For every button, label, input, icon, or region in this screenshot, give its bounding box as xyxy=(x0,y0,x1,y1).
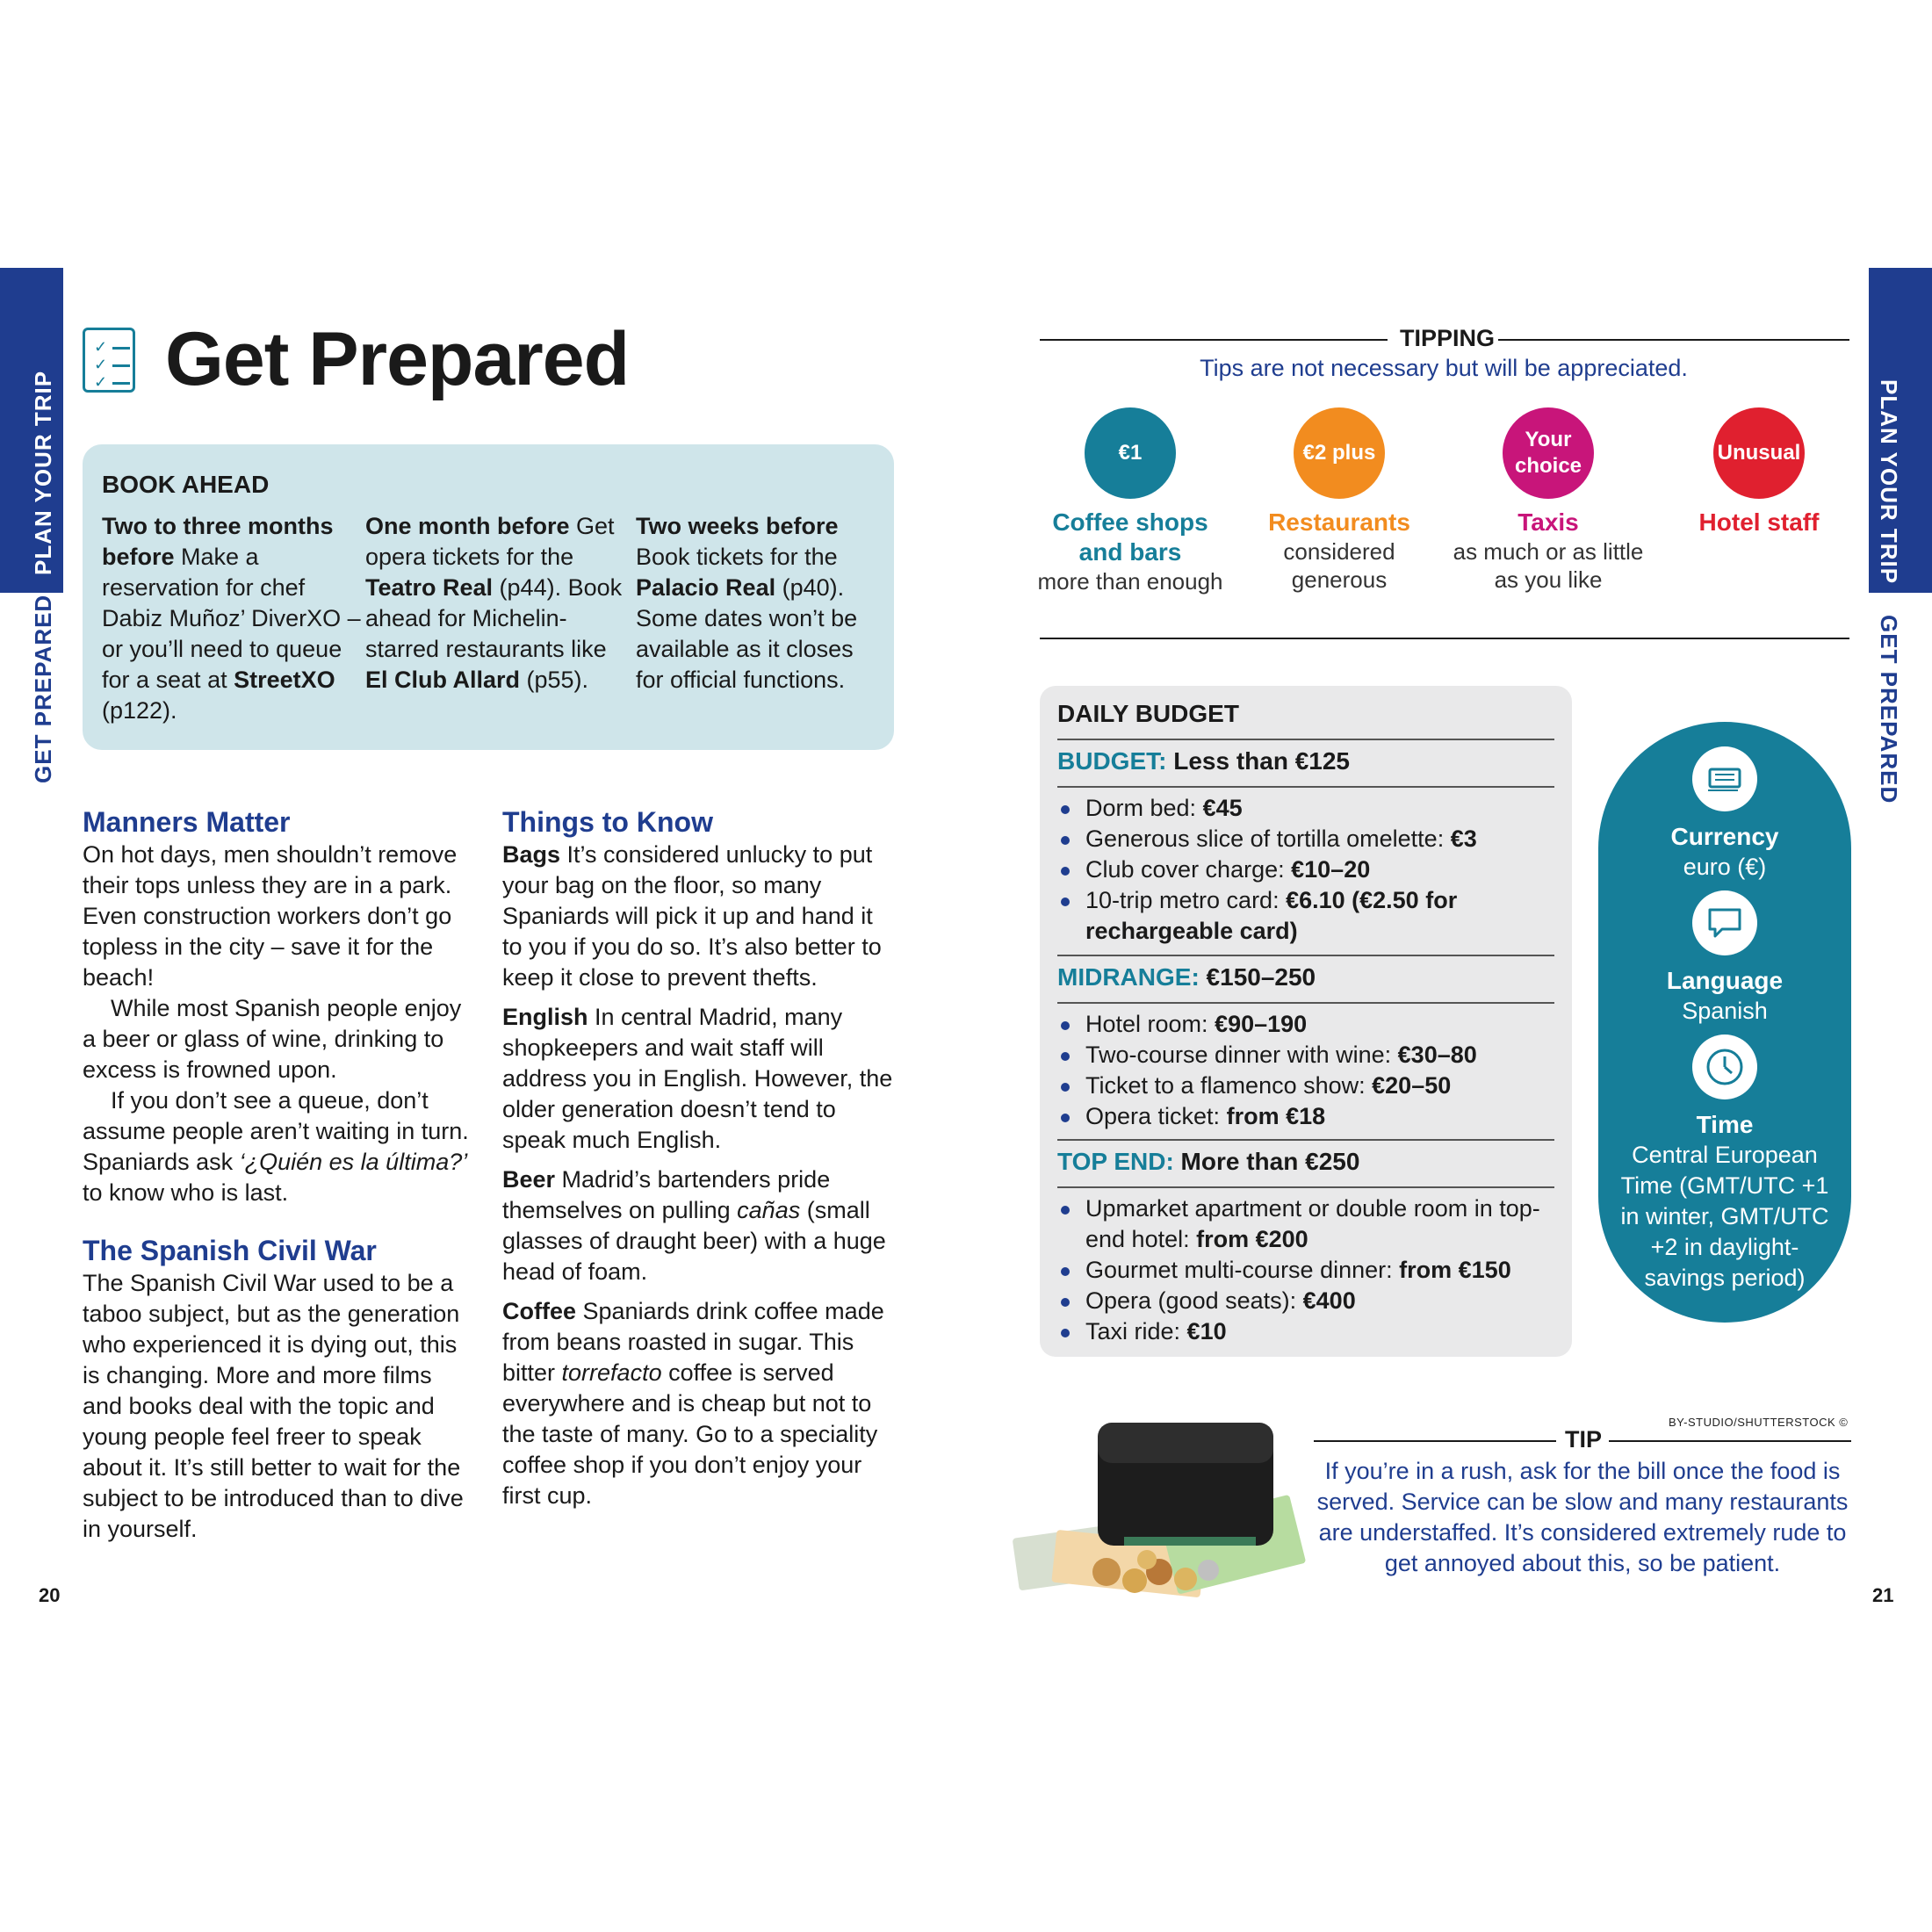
book-ahead-col-2 xyxy=(365,511,629,696)
tip-desc-restaurants: considered generous xyxy=(1283,538,1395,593)
tipping-subtitle: Tips are not necessary but will be appreciated. xyxy=(1200,355,1688,381)
col2-text-end: (p55). xyxy=(520,667,589,693)
top-end-val: More than €250 xyxy=(1173,1148,1360,1175)
manners-p3-end: to know who is last. xyxy=(83,1179,289,1206)
midrange-key: MIDRANGE: xyxy=(1057,963,1200,991)
budget-list-midrange xyxy=(1057,1009,1554,1132)
beer-text: Madrid’s bartenders pride themselves on pulling xyxy=(502,1166,831,1223)
col1-bold: StreetXO xyxy=(234,667,335,693)
col1-text-end: (p122). xyxy=(102,697,177,724)
things-beer xyxy=(502,1164,898,1287)
budget-val: Less than €125 xyxy=(1166,747,1351,775)
english-lead: English xyxy=(502,1004,588,1030)
col2-lead: One month before xyxy=(365,513,570,539)
item-price: €45 xyxy=(1202,795,1243,821)
budget-tier-midrange xyxy=(1057,963,1316,991)
item-text: Two-course dinner with wine: xyxy=(1085,1042,1398,1068)
manners-p2: While most Spanish people enjoy a beer or glass of wine, drinking to excess is frowned upon. xyxy=(83,995,462,1083)
col3-text: Book tickets for the xyxy=(636,544,838,570)
side-section-label-left: PLAN YOUR TRIP xyxy=(30,370,56,575)
english-text: In central Madrid, many shopkeepers and wait staff will address you in English. However, the older generation doesn’t tend to speak much English. xyxy=(502,1004,893,1153)
photo-credit: BY-STUDIO/SHUTTERSTOCK © xyxy=(1669,1416,1849,1429)
item-price: €10 xyxy=(1186,1318,1227,1344)
col1-lead: Two to three months before xyxy=(102,513,334,570)
tip-label-coffee: Coffee shops and bars xyxy=(1052,508,1208,566)
tip-heading: TIP xyxy=(1565,1426,1603,1453)
book-ahead-heading: BOOK AHEAD xyxy=(102,471,270,498)
list-item xyxy=(1057,1286,1554,1316)
list-item xyxy=(1057,824,1554,854)
tip-amount-hotel: Unusual xyxy=(1713,407,1805,499)
book-ahead-box xyxy=(83,444,894,750)
list-item xyxy=(1057,1071,1554,1101)
list-item xyxy=(1057,1101,1554,1132)
coffee-lead: Coffee xyxy=(502,1298,577,1324)
time-info xyxy=(1598,1034,1851,1294)
info-pill xyxy=(1598,722,1851,1323)
budget-rule xyxy=(1057,1002,1554,1004)
side-chapter-label-left: GET PREPARED xyxy=(30,594,56,783)
item-price: €30–80 xyxy=(1397,1042,1477,1068)
col2-bold-2: El Club Allard xyxy=(365,667,521,693)
side-chapter-label-right: GET PREPARED xyxy=(1876,615,1902,804)
manners-heading: Manners Matter xyxy=(83,806,291,838)
tip-amount-coffee: €1 xyxy=(1085,407,1176,499)
speech-bubble-icon xyxy=(1692,890,1757,955)
midrange-val: €150–250 xyxy=(1199,963,1316,991)
language-info xyxy=(1598,890,1851,1027)
tip-item-hotel xyxy=(1658,407,1860,537)
manners-p3-italic: ‘¿Quién es la última?’ xyxy=(239,1149,468,1175)
tip-item-restaurants xyxy=(1238,407,1440,594)
tip-rule-right xyxy=(1609,1440,1851,1442)
item-text: Club cover charge: xyxy=(1085,856,1292,883)
tip-amount-taxis: Your choice xyxy=(1503,407,1594,499)
beer-lead: Beer xyxy=(502,1166,556,1193)
things-heading: Things to Know xyxy=(502,806,713,838)
bags-lead: Bags xyxy=(502,841,561,868)
col3-lead: Two weeks before xyxy=(636,513,839,539)
item-text: Upmarket apartment or double room in top-end hotel: xyxy=(1085,1195,1540,1252)
item-text: Hotel room: xyxy=(1085,1011,1215,1037)
things-bags xyxy=(502,840,898,993)
budget-tier-top-end xyxy=(1057,1148,1359,1176)
budget-rule xyxy=(1057,739,1554,740)
currency-info xyxy=(1598,746,1851,883)
budget-tier-budget xyxy=(1057,747,1350,775)
banknote-icon xyxy=(1692,746,1757,811)
col2-bold: Teatro Real xyxy=(365,574,494,601)
budget-list-budget xyxy=(1057,793,1554,947)
list-item xyxy=(1057,854,1554,885)
item-text: Ticket to a flamenco show: xyxy=(1085,1072,1373,1099)
tipping-rule-bottom xyxy=(1040,638,1849,639)
budget-list-top-end xyxy=(1057,1193,1554,1347)
tip-item-taxis xyxy=(1447,407,1649,594)
language-value: Spanish xyxy=(1682,998,1768,1024)
side-section-label-right: PLAN YOUR TRIP xyxy=(1876,379,1902,585)
list-item xyxy=(1057,1316,1554,1347)
col2-text-mid: (p44). Book ahead for Michelin-starred restaurants like xyxy=(365,574,623,662)
item-price: €3 xyxy=(1450,825,1477,852)
things-section xyxy=(502,804,898,1511)
coffee-text-end: coffee is served everywhere and is cheap but not to the taste of many. Go to a speciality coffee shop if you don’t enjoy your first cup. xyxy=(502,1359,878,1509)
clock-icon xyxy=(1692,1034,1757,1099)
coffee-italic: torrefacto xyxy=(561,1359,662,1386)
item-text: Opera (good seats): xyxy=(1085,1287,1303,1314)
item-price: from €200 xyxy=(1196,1226,1308,1252)
time-label: Time xyxy=(1696,1111,1754,1138)
manners-p3-text: If you don’t see a queue, don’t assume people aren’t waiting in turn. Spaniards ask xyxy=(83,1087,469,1175)
col3-text-end: (p40). Some dates won’t be available as it closes for official functions. xyxy=(636,574,858,693)
tip-label-hotel: Hotel staff xyxy=(1698,508,1820,536)
tipping-rule-right xyxy=(1498,339,1849,341)
list-item xyxy=(1057,793,1554,824)
tip-amount-restaurants: €2 plus xyxy=(1294,407,1385,499)
manners-p3 xyxy=(83,1085,478,1208)
wallet-photo xyxy=(1001,1405,1308,1607)
item-price: €6.10 (€2.50 for rechargeable card) xyxy=(1085,887,1458,944)
bags-text: It’s considered unlucky to put your bag on the floor, so many Spaniards will pick it up and hand it to you if you do so. It’s also better to keep it close to prevent thefts. xyxy=(502,841,882,991)
item-text: 10-trip metro card: xyxy=(1085,887,1287,913)
list-item xyxy=(1057,1009,1554,1040)
tip-rule-left xyxy=(1314,1440,1556,1442)
col2-text: Get opera tickets for the xyxy=(365,513,615,570)
tip-item-coffee xyxy=(1029,407,1231,595)
tip-label-restaurants: Restaurants xyxy=(1268,508,1410,536)
tip-label-taxis: Taxis xyxy=(1517,508,1579,536)
item-price: €10–20 xyxy=(1291,856,1371,883)
checklist-icon: ✓ ✓ ✓ xyxy=(83,328,135,393)
tip-text: If you’re in a rush, ask for the bill once the food is served. Service can be slow and many restaurants are understaffed. It’s considered extremely rude to get annoyed about this, so be patient. xyxy=(1316,1458,1849,1576)
budget-rule xyxy=(1057,1186,1554,1188)
manners-section xyxy=(83,804,478,1545)
time-value: Central European Time (GMT/UTC +1 in winter, GMT/UTC +2 in daylight-savings period) xyxy=(1620,1142,1829,1291)
manners-p1: On hot days, men shouldn’t remove their tops unless they are in a park. Even construction workers don’t go topless in the city – save it for the beach! xyxy=(83,841,458,991)
item-price: €400 xyxy=(1302,1287,1356,1314)
budget-key: BUDGET: xyxy=(1057,747,1167,775)
things-coffee xyxy=(502,1296,898,1511)
tip-desc-coffee: more than enough xyxy=(1037,568,1223,595)
tipping-heading: TIPPING xyxy=(1400,325,1496,351)
budget-heading: DAILY BUDGET xyxy=(1057,700,1239,727)
tipping-rule-left xyxy=(1040,339,1388,341)
item-price: €20–50 xyxy=(1372,1072,1452,1099)
daily-budget-box xyxy=(1040,686,1572,1357)
item-text: Dorm bed: xyxy=(1085,795,1203,821)
col3-bold: Palacio Real xyxy=(636,574,776,601)
budget-rule xyxy=(1057,1139,1554,1141)
book-ahead-col-1 xyxy=(102,511,365,726)
budget-rule xyxy=(1057,786,1554,788)
page-number-right: 21 xyxy=(1872,1584,1894,1606)
beer-italic: cañas xyxy=(737,1197,801,1223)
item-price: from €150 xyxy=(1399,1257,1511,1283)
item-price: from €18 xyxy=(1226,1103,1326,1129)
list-item xyxy=(1057,1040,1554,1071)
item-text: Generous slice of tortilla omelette: xyxy=(1085,825,1451,852)
coffee-text: Spaniards drink coffee made from beans roasted in sugar. This bitter xyxy=(502,1298,884,1386)
things-english xyxy=(502,1002,898,1156)
tip-desc-taxis: as much or as little as you like xyxy=(1453,538,1644,593)
page-title: Get Prepared xyxy=(165,317,630,401)
page-number-left: 20 xyxy=(39,1584,61,1606)
civil-war-heading: The Spanish Civil War xyxy=(83,1235,377,1266)
list-item xyxy=(1057,1193,1554,1255)
language-label: Language xyxy=(1666,967,1784,994)
book-ahead-col-3 xyxy=(636,511,882,696)
item-text: Taxi ride: xyxy=(1085,1318,1187,1344)
item-text: Gourmet multi-course dinner: xyxy=(1085,1257,1400,1283)
item-text: Opera ticket: xyxy=(1085,1103,1227,1129)
budget-rule xyxy=(1057,955,1554,956)
top-end-key: TOP END: xyxy=(1057,1148,1174,1175)
list-item xyxy=(1057,1255,1554,1286)
col1-text: Make a reservation for chef Dabiz Muñoz’ DiverXO – or you’ll need to queue for a seat at xyxy=(102,544,361,693)
list-item xyxy=(1057,885,1554,947)
civil-war-p1: The Spanish Civil War used to be a taboo subject, but as the generation who experienced it is dying out, this is changing. More and more films and books deal with the topic and young people feel freer to speak about it. It’s still better to wait for the subject to be introduced than to dive in yourself. xyxy=(83,1270,464,1542)
item-price: €90–190 xyxy=(1215,1011,1308,1037)
beer-text-end: (small glasses of draught beer) with a huge head of foam. xyxy=(502,1197,886,1285)
currency-label: Currency xyxy=(1670,823,1779,850)
currency-value: euro (€) xyxy=(1683,854,1767,880)
